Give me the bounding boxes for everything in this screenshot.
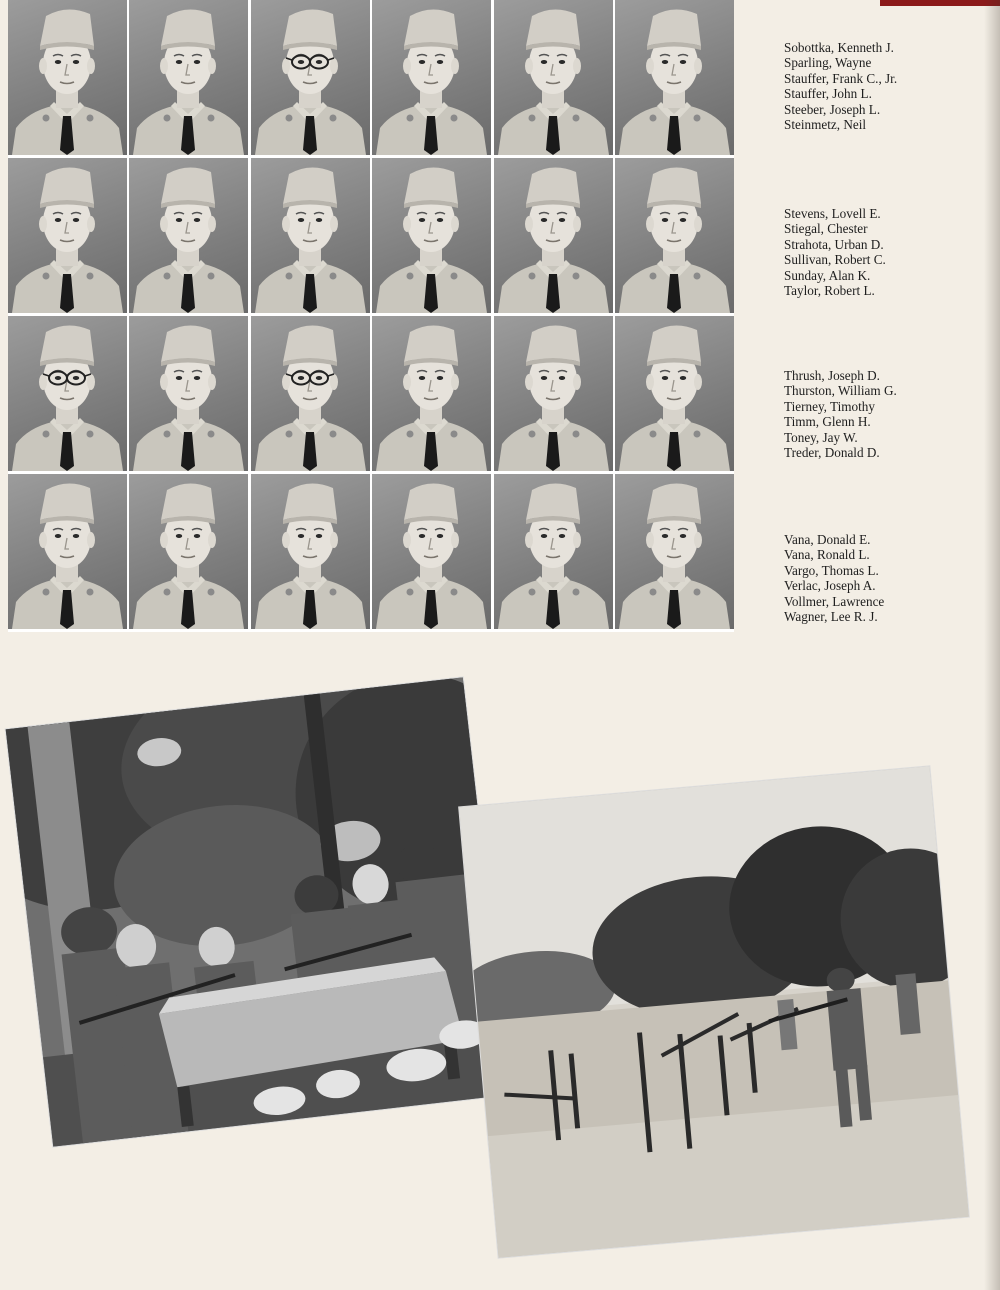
portrait-image xyxy=(494,0,613,155)
portrait-image xyxy=(494,474,613,629)
portrait xyxy=(129,316,248,471)
name-entry: Vargo, Thomas L. xyxy=(784,562,879,578)
portrait xyxy=(8,474,127,629)
names-row-3 xyxy=(784,368,984,460)
portrait-image xyxy=(251,474,370,629)
portrait xyxy=(129,158,248,313)
photo-crate-scene xyxy=(6,677,511,1146)
name-entry: Verlac, Joseph A. xyxy=(784,578,876,594)
name-entry: Thrush, Joseph D. xyxy=(784,368,880,383)
portrait xyxy=(372,0,491,155)
portrait-image xyxy=(129,158,248,313)
binding-shadow xyxy=(984,0,1000,1290)
name-entry: Stauffer, John L. xyxy=(784,86,872,102)
portrait xyxy=(8,316,127,471)
page-corner-mark xyxy=(880,0,1000,6)
portrait xyxy=(251,158,370,313)
portrait-image xyxy=(615,0,734,155)
photo-bayonet-drill xyxy=(459,766,969,1257)
portrait-image xyxy=(251,316,370,471)
portrait xyxy=(615,158,734,313)
portrait-image xyxy=(8,0,127,155)
portrait-image xyxy=(615,316,734,471)
portrait-image xyxy=(494,316,613,471)
name-entry: Treder, Donald D. xyxy=(784,445,880,461)
portrait-grid xyxy=(8,0,734,632)
name-entry: Vana, Ronald L. xyxy=(784,547,870,563)
portrait-image xyxy=(129,0,248,155)
portrait-image xyxy=(372,158,491,313)
name-entry: Vana, Donald E. xyxy=(784,532,871,547)
portrait xyxy=(372,158,491,313)
name-entry: Toney, Jay W. xyxy=(784,429,858,445)
portrait-image xyxy=(8,316,127,471)
portrait xyxy=(372,316,491,471)
portrait-image xyxy=(372,0,491,155)
name-entry: Steeber, Joseph L. xyxy=(784,101,881,117)
portrait xyxy=(494,474,613,629)
portrait-image xyxy=(251,0,370,155)
name-entry: Steinmetz, Neil xyxy=(784,117,867,133)
portrait xyxy=(494,0,613,155)
portrait-image xyxy=(615,474,734,629)
name-entry: Vollmer, Lawrence xyxy=(784,593,885,609)
portrait xyxy=(372,474,491,629)
portrait-image xyxy=(615,158,734,313)
portrait-image xyxy=(251,158,370,313)
names-row-1 xyxy=(784,40,984,132)
name-entry: Stiegal, Chester xyxy=(784,221,868,237)
portrait xyxy=(251,316,370,471)
portrait-image xyxy=(372,316,491,471)
name-entry: Stevens, Lovell E. xyxy=(784,206,881,221)
portrait xyxy=(494,158,613,313)
name-entry: Wagner, Lee R. J. xyxy=(784,609,878,625)
name-entry: Thurston, William G. xyxy=(784,383,897,399)
names-row-4 xyxy=(784,532,984,624)
portrait-image xyxy=(494,158,613,313)
portrait xyxy=(129,474,248,629)
portrait xyxy=(129,0,248,155)
portrait-image xyxy=(372,474,491,629)
photo-crate-image xyxy=(6,677,511,1146)
names-row-2 xyxy=(784,206,984,298)
portrait xyxy=(251,0,370,155)
portrait-image xyxy=(129,316,248,471)
portrait xyxy=(615,316,734,471)
name-entry: Sunday, Alan K. xyxy=(784,267,871,283)
name-entry: Stauffer, Frank C., Jr. xyxy=(784,70,898,86)
portrait-image xyxy=(8,158,127,313)
name-entry: Sobottka, Kenneth J. xyxy=(784,40,894,55)
name-entry: Sullivan, Robert C. xyxy=(784,252,886,268)
name-entry: Tierney, Timothy xyxy=(784,398,875,414)
portrait xyxy=(615,474,734,629)
portrait xyxy=(8,0,127,155)
portrait-image xyxy=(8,474,127,629)
name-entry: Strahota, Urban D. xyxy=(784,236,884,252)
photo-drill-image xyxy=(459,766,969,1257)
portrait xyxy=(494,316,613,471)
name-entry: Sparling, Wayne xyxy=(784,55,872,71)
portrait-image xyxy=(129,474,248,629)
name-entry: Taylor, Robert L. xyxy=(784,283,875,299)
name-entry: Timm, Glenn H. xyxy=(784,414,871,430)
portrait xyxy=(8,158,127,313)
portrait xyxy=(615,0,734,155)
portrait xyxy=(251,474,370,629)
